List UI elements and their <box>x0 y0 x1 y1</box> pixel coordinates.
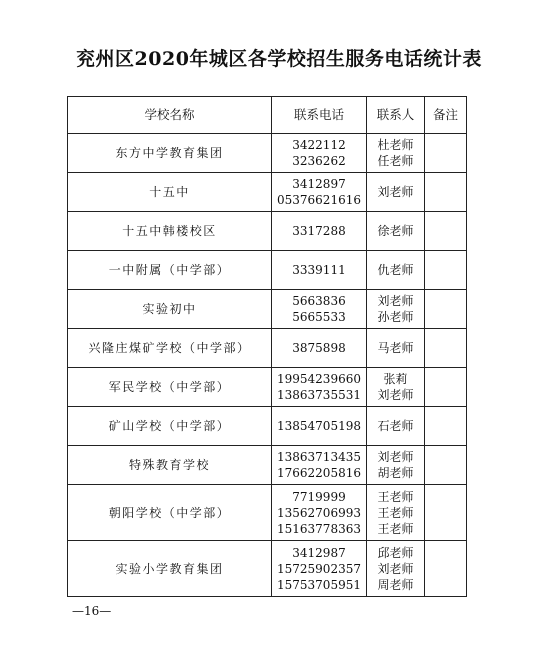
phone-number: 5663836 <box>292 294 346 308</box>
table-row <box>68 368 467 407</box>
phone-cell <box>272 134 367 173</box>
contact-person: 徐老师 <box>377 224 414 238</box>
phone-cell <box>272 212 367 251</box>
contact-cell <box>367 290 425 329</box>
phone-number: 15753705951 <box>277 577 361 592</box>
school-name-cell: 十五中韩楼校区 <box>68 212 272 251</box>
table-header-row <box>68 97 467 134</box>
school-name-cell: 一中附属（中学部） <box>68 251 272 290</box>
phone-number: 3412987 <box>292 545 346 560</box>
remark-cell <box>425 368 467 407</box>
school-name-cell: 十五中 <box>68 173 272 212</box>
contact-cell <box>367 407 425 446</box>
header-school-name: 学校名称 <box>68 97 272 134</box>
remark-cell <box>425 212 467 251</box>
contact-person: 邱老师 <box>377 545 414 560</box>
contact-cell <box>367 329 425 368</box>
school-name-cell: 兴隆庄煤矿学校（中学部） <box>68 329 272 368</box>
contact-person: 王老师 <box>377 521 414 536</box>
phone-number: 3875898 <box>292 341 346 355</box>
phone-number: 13863735531 <box>277 388 361 402</box>
table-row <box>68 251 467 290</box>
contact-cell <box>367 446 425 485</box>
phone-cell <box>272 407 367 446</box>
contact-person: 刘老师 <box>377 450 414 464</box>
phone-number: 3339111 <box>292 263 346 277</box>
contact-cell <box>367 485 425 541</box>
phone-number: 13562706993 <box>277 505 361 520</box>
contact-person: 马老师 <box>377 341 414 355</box>
contact-person: 刘老师 <box>377 185 414 199</box>
page-title: 兖州区2020年城区各学校招生服务电话统计表 <box>76 48 482 70</box>
contact-person: 仇老师 <box>377 263 414 277</box>
phone-number: 7719999 <box>292 489 346 504</box>
contact-person: 王老师 <box>377 489 414 504</box>
phone-number: 3422112 <box>292 138 346 152</box>
phone-cell <box>272 251 367 290</box>
table-row <box>68 134 467 173</box>
phone-number: 19954239660 <box>277 372 361 386</box>
table-row <box>68 329 467 368</box>
header-remark: 备注 <box>425 97 467 134</box>
table-row <box>68 212 467 251</box>
remark-cell <box>425 290 467 329</box>
phone-cell <box>272 368 367 407</box>
table-row <box>68 446 467 485</box>
contact-cell <box>367 134 425 173</box>
contact-person: 张莉 <box>383 372 408 386</box>
contact-cell <box>367 251 425 290</box>
school-name-cell: 实验小学教育集团 <box>68 541 272 597</box>
header-contact: 联系人 <box>367 97 425 134</box>
phone-cell <box>272 329 367 368</box>
remark-cell <box>425 173 467 212</box>
school-name-cell: 特殊教育学校 <box>68 446 272 485</box>
phone-number: 05376621616 <box>277 193 361 207</box>
remark-cell <box>425 541 467 597</box>
phone-number: 15725902357 <box>277 561 361 576</box>
table-body <box>68 134 467 597</box>
phone-cell <box>272 485 367 541</box>
table-row <box>68 290 467 329</box>
contact-cell <box>367 173 425 212</box>
school-name-cell: 东方中学教育集团 <box>68 134 272 173</box>
phone-number: 17662205816 <box>277 466 361 480</box>
contact-cell <box>367 541 425 597</box>
phone-cell <box>272 290 367 329</box>
school-name-cell: 军民学校（中学部） <box>68 368 272 407</box>
contact-person: 周老师 <box>377 577 414 592</box>
school-name-cell: 矿山学校（中学部） <box>68 407 272 446</box>
contact-person: 刘老师 <box>377 388 414 402</box>
header-phone: 联系电话 <box>272 97 367 134</box>
table-row <box>68 541 467 597</box>
contact-person: 任老师 <box>377 154 414 168</box>
phone-cell <box>272 173 367 212</box>
remark-cell <box>425 329 467 368</box>
table-row <box>68 485 467 541</box>
table-row <box>68 407 467 446</box>
contact-person: 王老师 <box>377 505 414 520</box>
phone-number: 13863713435 <box>277 450 361 464</box>
contact-cell <box>367 368 425 407</box>
page-number: —16— <box>72 604 112 618</box>
remark-cell <box>425 407 467 446</box>
remark-cell <box>425 446 467 485</box>
phone-number: 15163778363 <box>277 521 361 536</box>
remark-cell <box>425 134 467 173</box>
contact-person: 刘老师 <box>377 561 414 576</box>
table-row <box>68 173 467 212</box>
phone-number: 5665533 <box>292 310 346 324</box>
remark-cell <box>425 485 467 541</box>
phone-number: 3317288 <box>292 224 346 238</box>
phone-cell <box>272 446 367 485</box>
contact-person: 杜老师 <box>377 138 414 152</box>
contact-person: 胡老师 <box>377 466 414 480</box>
phone-cell <box>272 541 367 597</box>
contact-cell <box>367 212 425 251</box>
phone-directory-table <box>67 96 467 597</box>
phone-number: 13854705198 <box>277 419 361 433</box>
phone-number: 3412897 <box>292 177 346 191</box>
phone-number: 3236262 <box>292 154 346 168</box>
contact-person: 刘老师 <box>377 294 414 308</box>
school-name-cell: 朝阳学校（中学部） <box>68 485 272 541</box>
contact-person: 孙老师 <box>377 310 414 324</box>
remark-cell <box>425 251 467 290</box>
school-name-cell: 实验初中 <box>68 290 272 329</box>
contact-person: 石老师 <box>377 419 414 433</box>
